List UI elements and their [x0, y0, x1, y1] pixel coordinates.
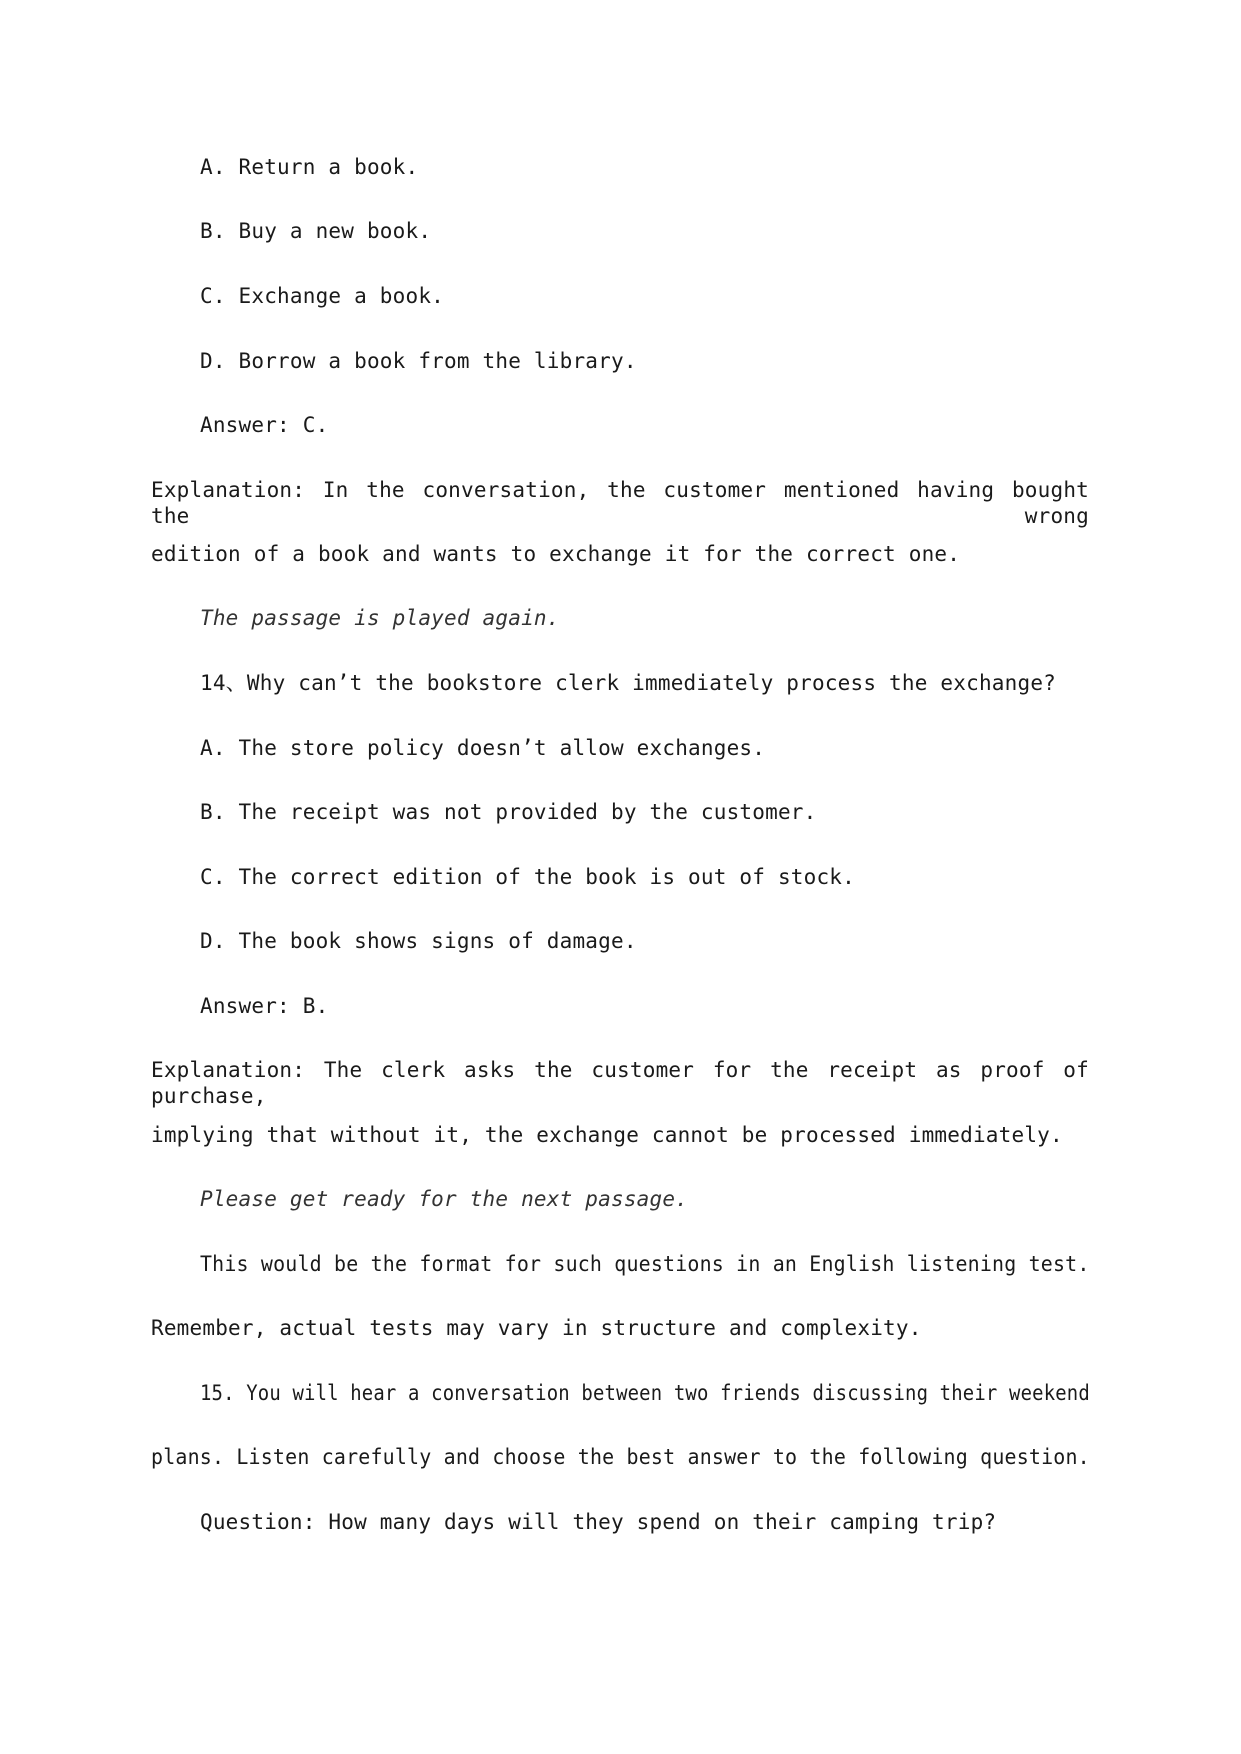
q13-option-b: B. Buy a new book. — [200, 219, 432, 243]
q14-option-d: D. The book shows signs of damage. — [200, 929, 637, 953]
q13-explanation-line1: Explanation: In the conversation, the customer mentioned having bought the wrong — [151, 478, 1089, 528]
next-passage-note: Please get ready for the next passage. — [200, 1187, 689, 1211]
format-note-line2: Remember, actual tests may vary in structure and complexity. — [151, 1316, 922, 1340]
q15-question: Question: How many days will they spend on their camping trip? — [200, 1510, 997, 1534]
replay-note: The passage is played again. — [200, 606, 560, 630]
q14-option-c: C. The correct edition of the book is out of stock. — [200, 865, 855, 889]
q14-question: 14、Why can’t the bookstore clerk immediately process the exchange? — [200, 671, 1056, 695]
q14-explanation-line1: Explanation: The clerk asks the customer for the receipt as proof of purchase, — [151, 1058, 1089, 1108]
q13-answer: Answer: C. — [200, 413, 329, 437]
format-note-line1: This would be the format for such questions in an English listening test. — [200, 1252, 1090, 1276]
q13-explanation-line2: edition of a book and wants to exchange it for the correct one. — [151, 542, 961, 566]
q13-option-c: C. Exchange a book. — [200, 284, 445, 308]
q13-option-a: A. Return a book. — [200, 155, 419, 179]
q15-intro-line2: plans. Listen carefully and choose the best answer to the following question. — [151, 1445, 1090, 1469]
q14-answer: Answer: B. — [200, 994, 329, 1018]
q14-option-b: B. The receipt was not provided by the customer. — [200, 800, 817, 824]
q14-option-a: A. The store policy doesn’t allow exchanges. — [200, 736, 766, 760]
q13-option-d: D. Borrow a book from the library. — [200, 349, 637, 373]
q14-explanation-line2: implying that without it, the exchange cannot be processed immediately. — [151, 1123, 1063, 1147]
q15-intro-line1: 15. You will hear a conversation between two friends discussing their weekend — [200, 1381, 1090, 1405]
